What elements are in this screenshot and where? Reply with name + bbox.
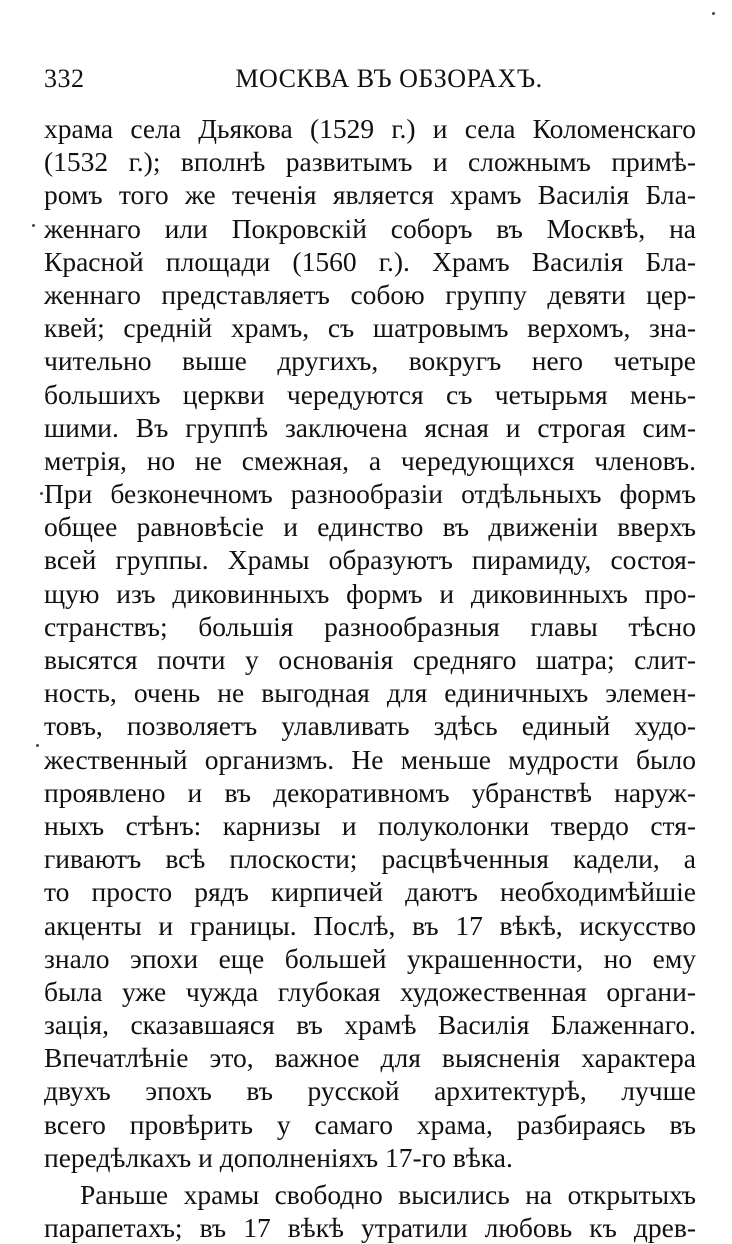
text-line: чительно выше другихъ, вокругъ него четыре [44,345,696,377]
body-text [44,112,696,1244]
text-line: ныхъ стѣнъ: карнизы и полуколонки твердо стя- [44,809,696,841]
text-line: акценты и границы. Послѣ, въ 17 вѣкѣ, искусство [44,909,696,941]
text-line: всего провѣрить у самаго храма, разбираясь въ [44,1108,696,1140]
text-line: зація, сказавшаяся въ храмѣ Василія Блаженнаго. [44,1009,696,1041]
page-number: 332 [44,64,85,93]
print-speck [32,224,35,227]
text-line: парапетахъ; въ 17 вѣкѣ утратили любовь къ древ- [44,1212,696,1244]
print-speck [40,492,43,495]
print-speck [712,12,715,15]
text-line: проявлено и въ декоративномъ убранствѣ наруж- [44,776,696,808]
text-line: то просто рядъ кирпичей даютъ необходимѣйшіе [44,876,696,908]
text-line: храма села Дьякова (1529 г.) и села Коломенскаго [44,113,696,144]
text-line: Раньше храмы свободно высились на открытыхъ [80,1179,696,1210]
text-line: При безконечномъ разнообразіи отдѣльныхъ формъ [44,478,696,510]
text-line: женнаго или Покровскій соборъ въ Москвѣ, на [44,212,696,244]
text-line: Впечатлѣніе это, важное для выясненія характера [44,1042,696,1074]
text-line: гиваютъ всѣ плоскости; расцвѣченныя кадели, а [44,843,696,875]
page-header [44,64,694,100]
text-line: жественный организмъ. Не меньше мудрости было [44,743,696,775]
running-title: МОСКВА ВЪ ОБЗОРАХЪ. [235,64,543,93]
text-line: странствъ; большія разнообразныя главы тѣсно [44,610,696,642]
text-line: передѣлкахъ и дополненіяхъ 17-го вѣка. [44,1141,513,1173]
text-line: товъ, позволяетъ улавливать здѣсь единый худо- [44,710,696,742]
text-line: знало эпохи еще большей украшенности, но ему [44,942,696,974]
text-line: всей группы. Храмы образуютъ пирамиду, состоя- [44,544,696,576]
text-line: Красной площади (1560 г.). Храмъ Василія Бла- [44,245,696,277]
text-line: женнаго представляетъ собою группу девяти цер- [44,278,696,310]
paragraph-2 [44,1178,696,1244]
text-line: (1532 г.); вполнѣ развитымъ и сложнымъ примѣ- [44,146,696,178]
text-line: большихъ церкви чередуются съ четырьмя мень- [44,378,696,410]
text-line: шими. Въ группѣ заключена ясная и строгая сим- [44,411,696,443]
text-line: щую изъ диковинныхъ формъ и диковинныхъ про- [44,577,696,609]
text-line: двухъ эпохъ въ русской архитектурѣ, лучше [44,1075,696,1107]
text-line: квей; средній храмъ, съ шатровымъ верхомъ, зна- [44,312,696,344]
text-line: ность, очень не выгодная для единичныхъ элемен- [44,677,696,709]
text-line: была уже чужда глубокая художественная органи- [44,975,696,1007]
text-line: метрія, но не смежная, а чередующихся членовъ. [44,444,696,476]
print-speck [36,744,39,747]
text-line: общее равновѣсіе и единство въ движеніи вверхъ [44,511,696,543]
text-line: высятся почти у основанія средняго шатра; слит- [44,644,696,675]
paragraph-1 [44,112,696,1174]
text-line: ромъ того же теченія является храмъ Василія Бла- [44,179,696,211]
